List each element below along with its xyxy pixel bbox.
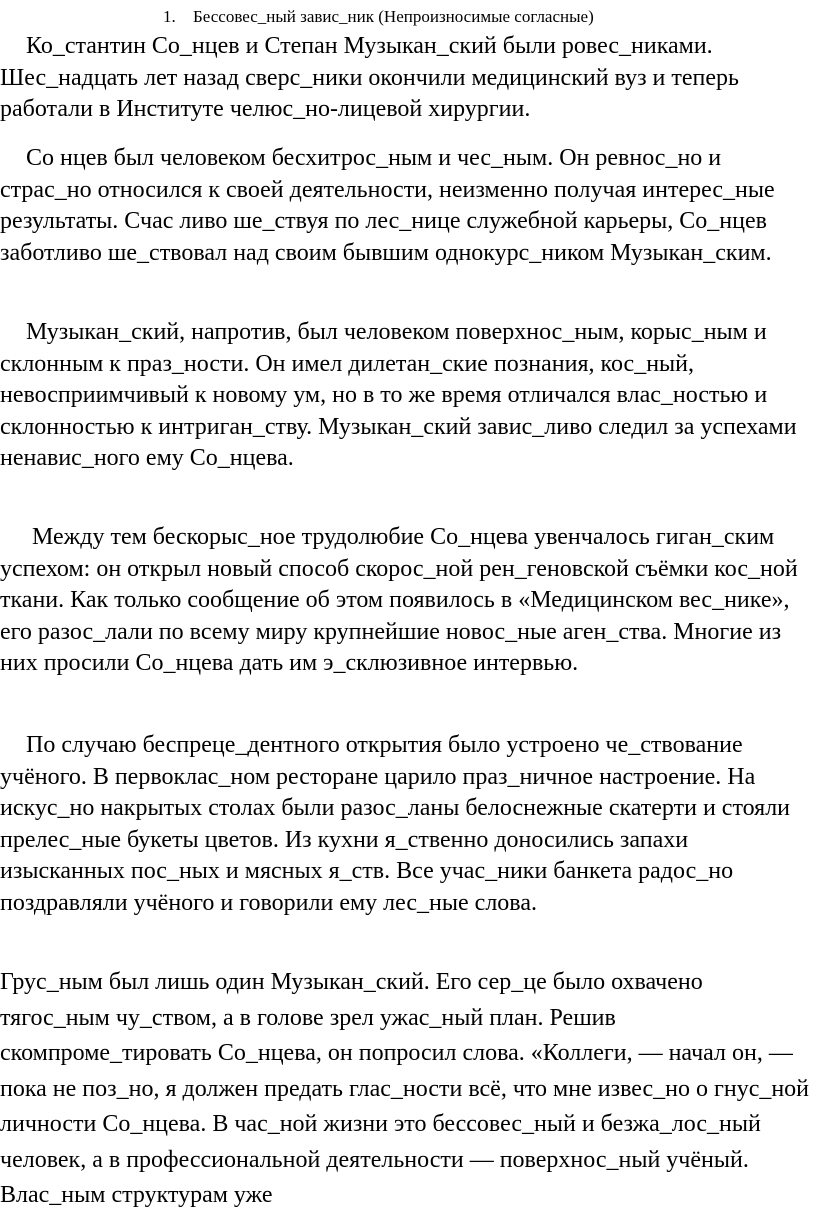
paragraph-2: Со нцев был человеком бесхитрос_ным и чес_ным. Он ревнос_но и страс_но относился к своей деятельности, неизменно получая интерес_ные результаты. Счас ливо ше_ствуя по лес_нице служебной карьеры, Со_нцев заботливо ше_ствовал над своим бывшим однокурс_ником Музыкан_ским. [0,145,775,266]
exercise-heading [163,6,594,28]
paragraph-5: По случаю беспреце_дентного открытия было устроено че_ствование учёного. В первоклас_ном ресторане царило праз_ничное настроение. На искус_но накрытых столах были разос_ланы белоснежные скатерти и стояли прелес_ные букеты цветов. Из кухни я_ственно доносились запахи изысканных пос_ных и мясных я_ств. Все учас_ники банкета радос_но поздравляли учёного и говорили ему лес_ные слова. [0,732,791,916]
paragraph-6: Грус_ным был лишь один Музыкан_ский. Его сер_це было охвачено тягос_ным чу_ством, а в голове зрел ужас_ный план. Решив скомпроме_тировать Со_нцева, он попросил слова. «Коллеги, — начал он, — пока не поз_но, я должен предать глас_ности всё, что мне извес_но о гнус_ной личности Со_нцева. В час_ной жизни это бессовес_ный и безжа_лос_ный человек, а в профессиональной деятельности — поверхнос_ный учёный. Влас_ным структурам уже [0,969,810,1208]
paragraph-1: Ко_стантин Со_нцев и Степан Музыкан_ский были ровес_никами. Шес_надцать лет назад сверс_ники окончили медицинский вуз и теперь работали в Институте челюс_но-лицевой хирургии. [0,33,739,122]
paragraph-3: Музыкан_ский, напротив, был человеком поверхнос_ным, корыс_ным и склонным к праз_ности. Он имел дилетан_ские познания, кос_ный, невосприимчивый к новому ум, но в то же время отличался влас_ностью и склонностью к интриган_ству. Музыкан_ский завис_ливо следил за успехами ненавис_ного ему Со_нцева. [0,319,797,471]
exercise-title: Бессовес_ный завис_ник (Непроизносимые согласные) [193,7,594,26]
exercise-number: 1. [163,7,176,26]
paragraph-4: Между тем бескорыс_ное трудолюбие Со_нцева увенчалось гиган_ским успехом: он открыл новый способ скорос_ной рен_геновской съёмки кос_ной ткани. Как только сообщение об этом появилось в «Медицинском вес_нике», его разос_лали по всему миру крупнейшие новос_ные аген_ства. Многие из них просили Со_нцева дать им э_склюзивное интервью. [0,524,798,676]
